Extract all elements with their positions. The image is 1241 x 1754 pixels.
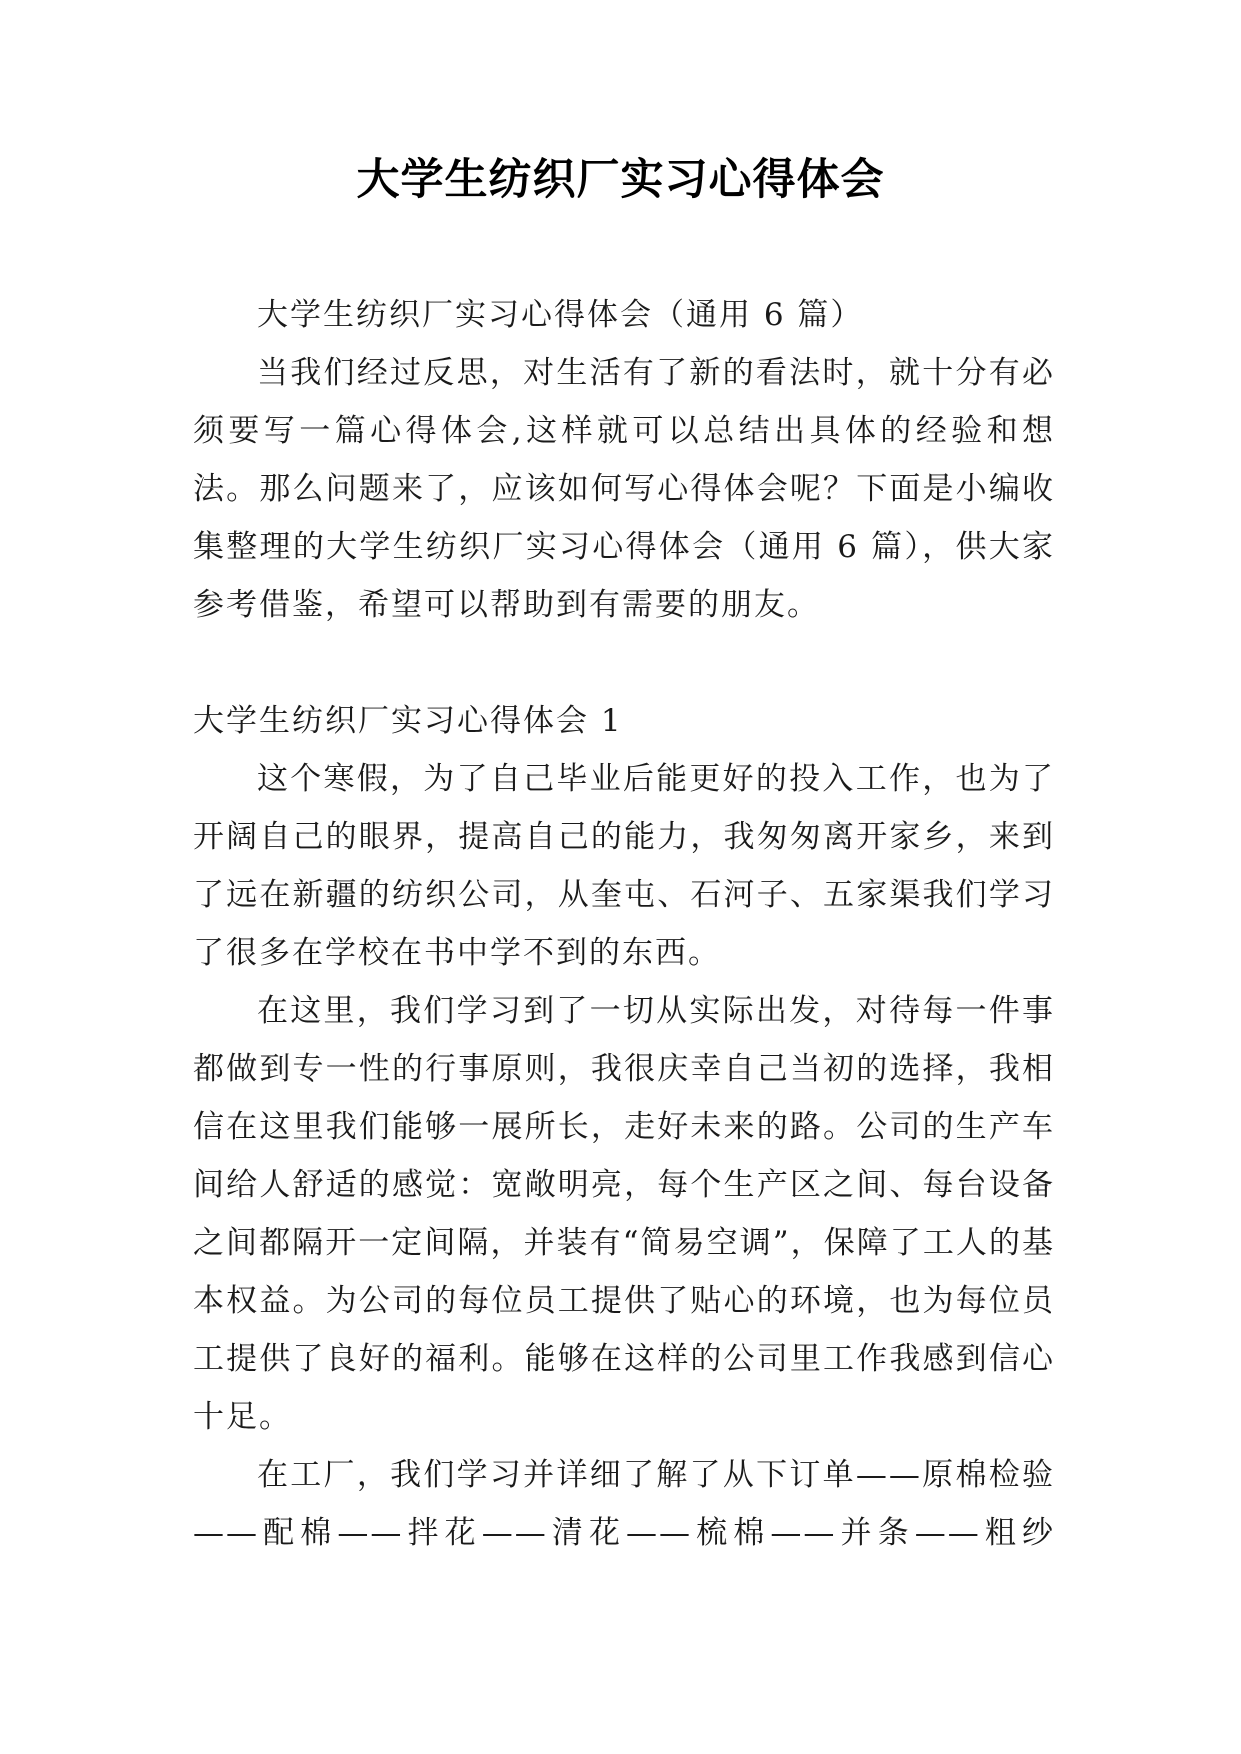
document-subtitle: 大学生纺织厂实习心得体会（通用 6 篇）: [257, 297, 864, 333]
intro-paragraph: 当我们经过反思，对生活有了新的看法时，就十分有必须要写一篇心得体会,这样就可以总结出具体的经验和想法。那么问题来了，应该如何写心得体会呢？下面是小编收集整理的大学生纺织厂实习心得体会（通用 6 篇），供大家参考借鉴，希望可以帮助到有需要的朋友。: [193, 355, 1055, 623]
body-paragraph-3: 在工厂，我们学习并详细了解了从下订单——原棉检验——配棉——拌花——清花——梳棉——并条——粗纱: [193, 1457, 1055, 1551]
section-heading: 大学生纺织厂实习心得体会 1: [193, 703, 623, 739]
document-body: [193, 286, 1055, 1562]
document-title: 大学生纺织厂实习心得体会: [356, 155, 885, 205]
body-paragraph-1: 这个寒假，为了自己毕业后能更好的投入工作，也为了开阔自己的眼界，提高自己的能力，我匆匆离开家乡，来到了远在新疆的纺织公司，从奎屯、石河子、五家渠我们学习了很多在学校在书中学不到的东西。: [193, 761, 1055, 971]
body-paragraph-2: 在这里，我们学习到了一切从实际出发，对待每一件事都做到专一性的行事原则，我很庆幸自己当初的选择，我相信在这里我们能够一展所长，走好未来的路。公司的生产车间给人舒适的感觉：宽敞明亮，每个生产区之间、每台设备之间都隔开一定间隔，并装有“简易空调”，保障了工人的基本权益。为公司的每位员工提供了贴心的环境，也为每位员工提供了良好的福利。能够在这样的公司里工作我感到信心十足。: [193, 993, 1055, 1435]
